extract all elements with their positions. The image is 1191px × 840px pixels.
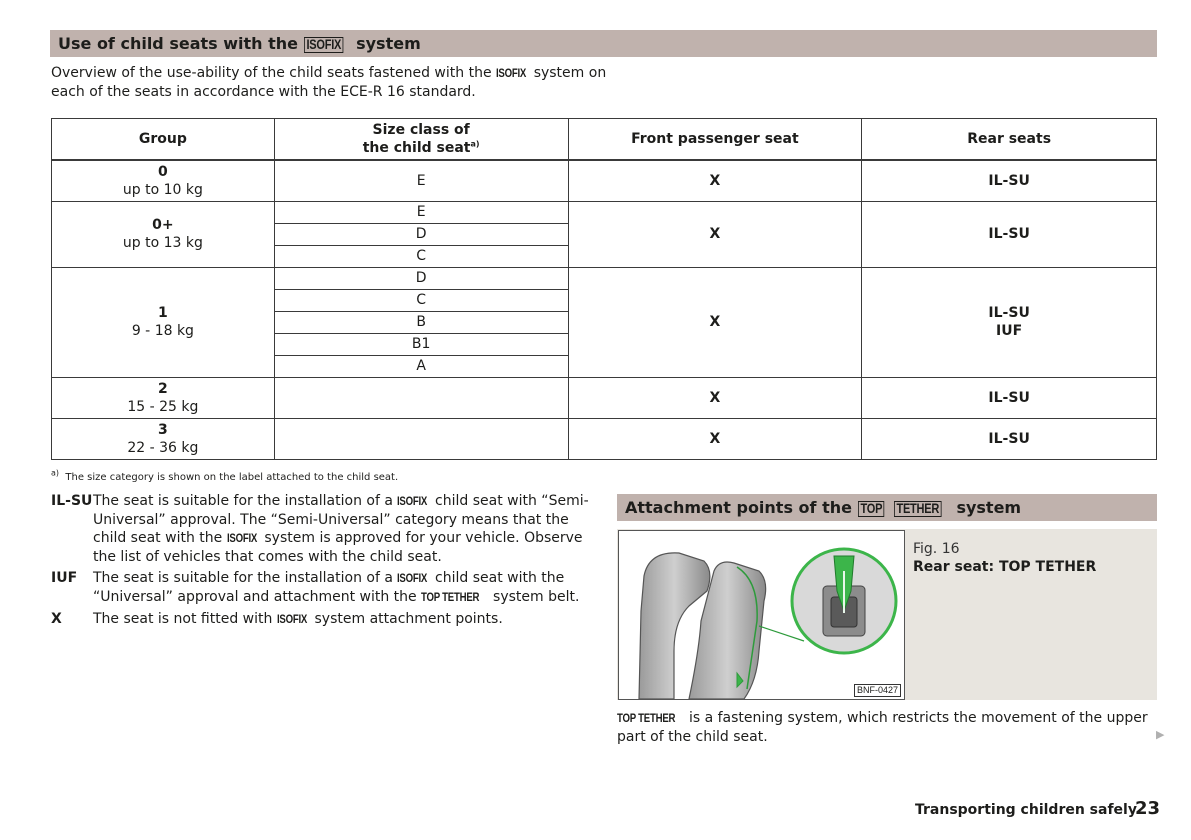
figure-number: Fig. 16	[913, 541, 960, 557]
isofix-keyword: ISOFIX	[226, 532, 257, 545]
continue-arrow-icon: ▶	[1156, 728, 1165, 741]
header-size-class: Size class of the child seat$^{a)}$	[274, 119, 568, 161]
top-tether-illustration	[618, 530, 905, 700]
group-cell: 3 22 - 36 kg	[52, 418, 275, 459]
isofix-logo: ISOFIX	[304, 37, 344, 53]
table-footnote: $^{a)}$ The size category is shown on the label attached to the child seat.	[51, 468, 399, 483]
rear-cell: IL-SU	[862, 418, 1157, 459]
intro-paragraph: Overview of the use-ability of the child seats fastened with the ISOFIX system on each of the seats in accordance with the ECE-R 16 standard.	[51, 65, 607, 100]
tether-logo: TETHER	[894, 501, 942, 517]
rear-cell: IL-SU IUF	[862, 267, 1157, 377]
size-cell: E	[274, 160, 568, 201]
figure-caption: Rear seat: TOP TETHER	[913, 559, 1097, 575]
section2-title: Attachment points of the TOP TETHER system	[617, 494, 1157, 521]
table-row	[52, 377, 1157, 418]
front-cell: X	[568, 160, 862, 201]
size-cell: D	[274, 267, 568, 289]
isofix-keyword: ISOFIX	[276, 613, 307, 626]
table-row	[52, 160, 1157, 201]
top-tether-keyword: TOP TETHER	[421, 591, 480, 604]
section-title-suffix: system	[356, 34, 421, 53]
header-rear-seats: Rear seats	[862, 119, 1157, 161]
top-tether-paragraph: TOP TETHER is a fastening system, which restricts the movement of the upper part of the child seat.	[617, 710, 1148, 745]
group-cell: 2 15 - 25 kg	[52, 377, 275, 418]
header-group: Group	[52, 119, 275, 161]
isofix-usability-table	[51, 118, 1157, 460]
size-cell	[274, 377, 568, 418]
legend-item-il-su: IL-SU The seat is suitable for the installation of a ISOFIX child seat with “Semi-Universal” approval. The “Semi-Universal” category means that the child seat with the ISOFIX system is approved for your vehicle. Observe the list of vehicles that comes with the child seat.	[51, 493, 589, 565]
isofix-keyword: ISOFIX	[397, 495, 428, 508]
size-cell: A	[274, 355, 568, 377]
front-cell: X	[568, 267, 862, 377]
table-header-row	[52, 119, 1157, 161]
size-cell: D	[274, 223, 568, 245]
front-cell: X	[568, 201, 862, 267]
group-cell: 0 up to 10 kg	[52, 160, 275, 201]
size-cell: C	[274, 289, 568, 311]
isofix-keyword: ISOFIX	[397, 572, 428, 585]
isofix-keyword: ISOFIX	[496, 67, 527, 80]
table-row	[52, 267, 1157, 289]
front-cell: X	[568, 377, 862, 418]
top-tether-keyword: TOP TETHER	[617, 712, 676, 725]
legend-list	[51, 492, 591, 632]
size-cell: E	[274, 201, 568, 223]
size-cell: C	[274, 245, 568, 267]
rear-cell: IL-SU	[862, 377, 1157, 418]
table-row	[52, 418, 1157, 459]
group-cell: 1 9 - 18 kg	[52, 267, 275, 377]
seat-illustration	[619, 531, 904, 699]
figure-code: BNF-0427	[854, 684, 901, 697]
page-number: 23	[1135, 798, 1161, 819]
rear-cell: IL-SU	[862, 160, 1157, 201]
legend-item-iuf: IUF The seat is suitable for the installation of a ISOFIX child seat with the “Universal” approval and attachment with the TOP TETHER system belt.	[51, 570, 580, 605]
section-title	[50, 30, 1157, 57]
table-row	[52, 201, 1157, 223]
size-cell: B	[274, 311, 568, 333]
rear-cell: IL-SU	[862, 201, 1157, 267]
header-front-passenger-seat: Front passenger seat	[568, 119, 862, 161]
figure-16	[617, 529, 1157, 700]
group-cell: 0+ up to 13 kg	[52, 201, 275, 267]
footer-chapter-title: Transporting children safely	[915, 802, 1137, 818]
legend-item-x: X The seat is not fitted with ISOFIX system attachment points.	[51, 611, 503, 627]
size-cell	[274, 418, 568, 459]
front-cell: X	[568, 418, 862, 459]
top-logo: TOP	[858, 501, 885, 517]
section-title-text: Use of child seats with the	[58, 34, 299, 53]
size-cell: B1	[274, 333, 568, 355]
